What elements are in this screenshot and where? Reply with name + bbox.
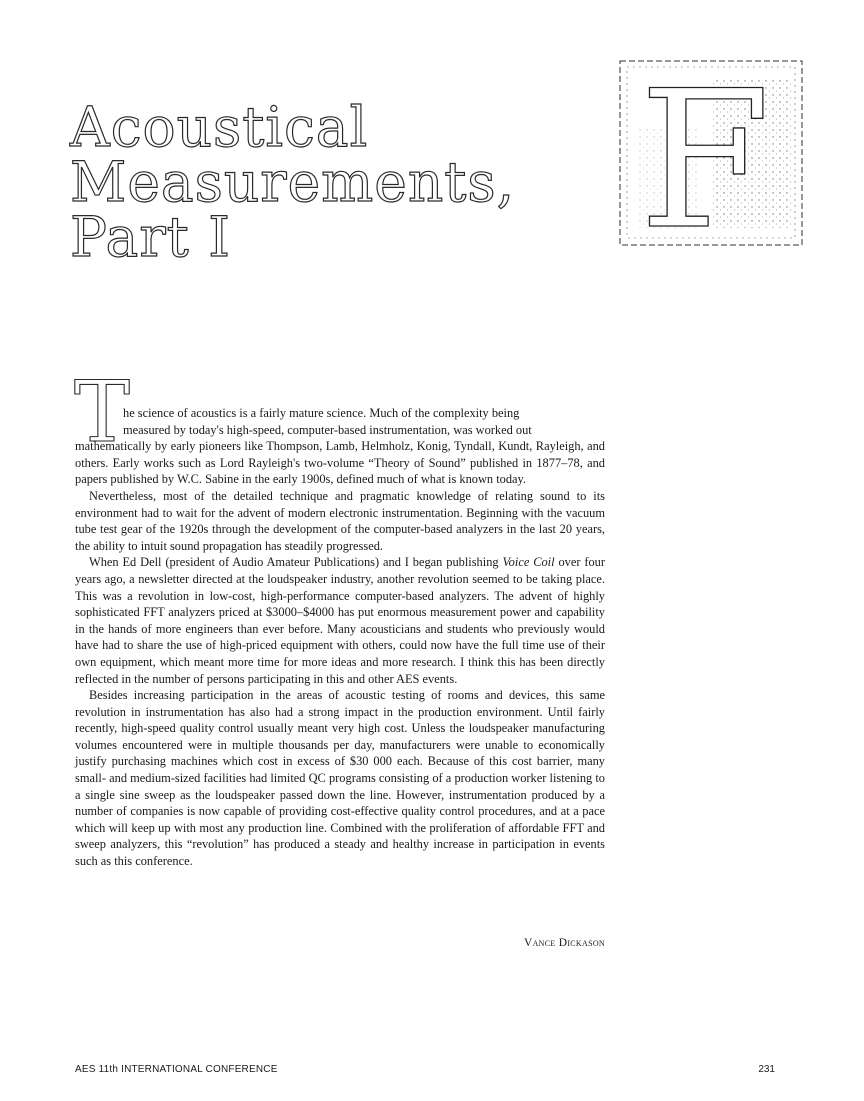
decorative-letter: F [639, 58, 771, 248]
paragraph-1-line-2: measured by today's high-speed, computer-based instrumentation, was worked out [123, 422, 532, 437]
paragraph-3 [75, 554, 605, 687]
paragraph-3-end: over four years ago, a newsletter directed at the loudspeaker industry, another revolution seemed to be taking place. This was a revolution in low-cost, high-performance computer-based analyzers. The advent of highly sophisticated FFT analyzers priced at $3000–$4000 has put enormous measurement power and capability in the hands of more engineers than ever before. Many acousticians and students who previously would have had to share the use of high-priced equipment with others, could now have the full time use of their own equipment, which meant more time for more ideas and more research. I think this has been directly reflected in the number of persons participating in this and other AES events. [75, 555, 605, 686]
title-line-1: Acoustical [70, 95, 369, 159]
publication-title: Voice Coil [502, 555, 555, 570]
stippled-frame-graphic [617, 58, 805, 248]
paragraph-1 [75, 405, 605, 488]
paragraph-1-rest: mathematically by early pioneers like Thompson, Lamb, Helmholz, Konig, Tyndall, Kundt, Rayleigh, and others. Early works such as Lord Rayleigh's two-volume “Theory of Sound” published in 1877–78, and papers published by W.C. Sabine in the early 1900s, defined much of what is known today. [75, 439, 605, 487]
author-name: Vance Dickason [523, 937, 605, 949]
title-line-2: Measurements, [70, 150, 516, 214]
footer-conference: AES 11th INTERNATIONAL CONFERENCE [75, 1064, 278, 1075]
article-body [75, 405, 605, 870]
decorative-letter-box [617, 58, 805, 248]
paragraph-4: Besides increasing participation in the areas of acoustic testing of rooms and devices, this same revolution in instrumentation has also had a strong impact in the production environment. Until fairly recently, high-speed quality control usually meant very high cost. Unless the loudspeaker manufacturing volumes encountered were in multiple thousands per day, manufacturers were unable to economically justify purchasing machines which cost in excess of $30 000 each. Because of this cost barrier, many small- and medium-sized facilities had limited QC programs consisting of a production worker listening to a single sine sweep as the loudspeaker passed down the line. However, instrumentation produced by a number of companies is now capable of providing cost-effective quality control procedures, and at a pace which will keep up with most any production line. Combined with the proliferation of affordable FFT and sweep analyzers, this “revolution” has produced a steady and healthy increase in participation in events such as this conference. [75, 688, 605, 869]
paragraph-1-line-1: he science of acoustics is a fairly mature science. Much of the complexity being [123, 406, 520, 420]
article-title [70, 95, 590, 269]
drop-cap: T [74, 363, 131, 461]
paragraph-3-start: When Ed Dell (president of Audio Amateur Publications) and I began publishing [89, 555, 503, 570]
paragraph-2: Nevertheless, most of the detailed technique and pragmatic knowledge of relating sound to its environment had to wait for the advent of modern electronic instrumentation. Beginning with the vacuum tube test gear of the 1920s through the development of the computer-based analyzers in the last 20 years, the ability to intuit sound propagation has steadily progressed. [75, 488, 605, 553]
page-number: 231 [758, 1064, 775, 1075]
title-line-3: Part I [70, 205, 231, 269]
